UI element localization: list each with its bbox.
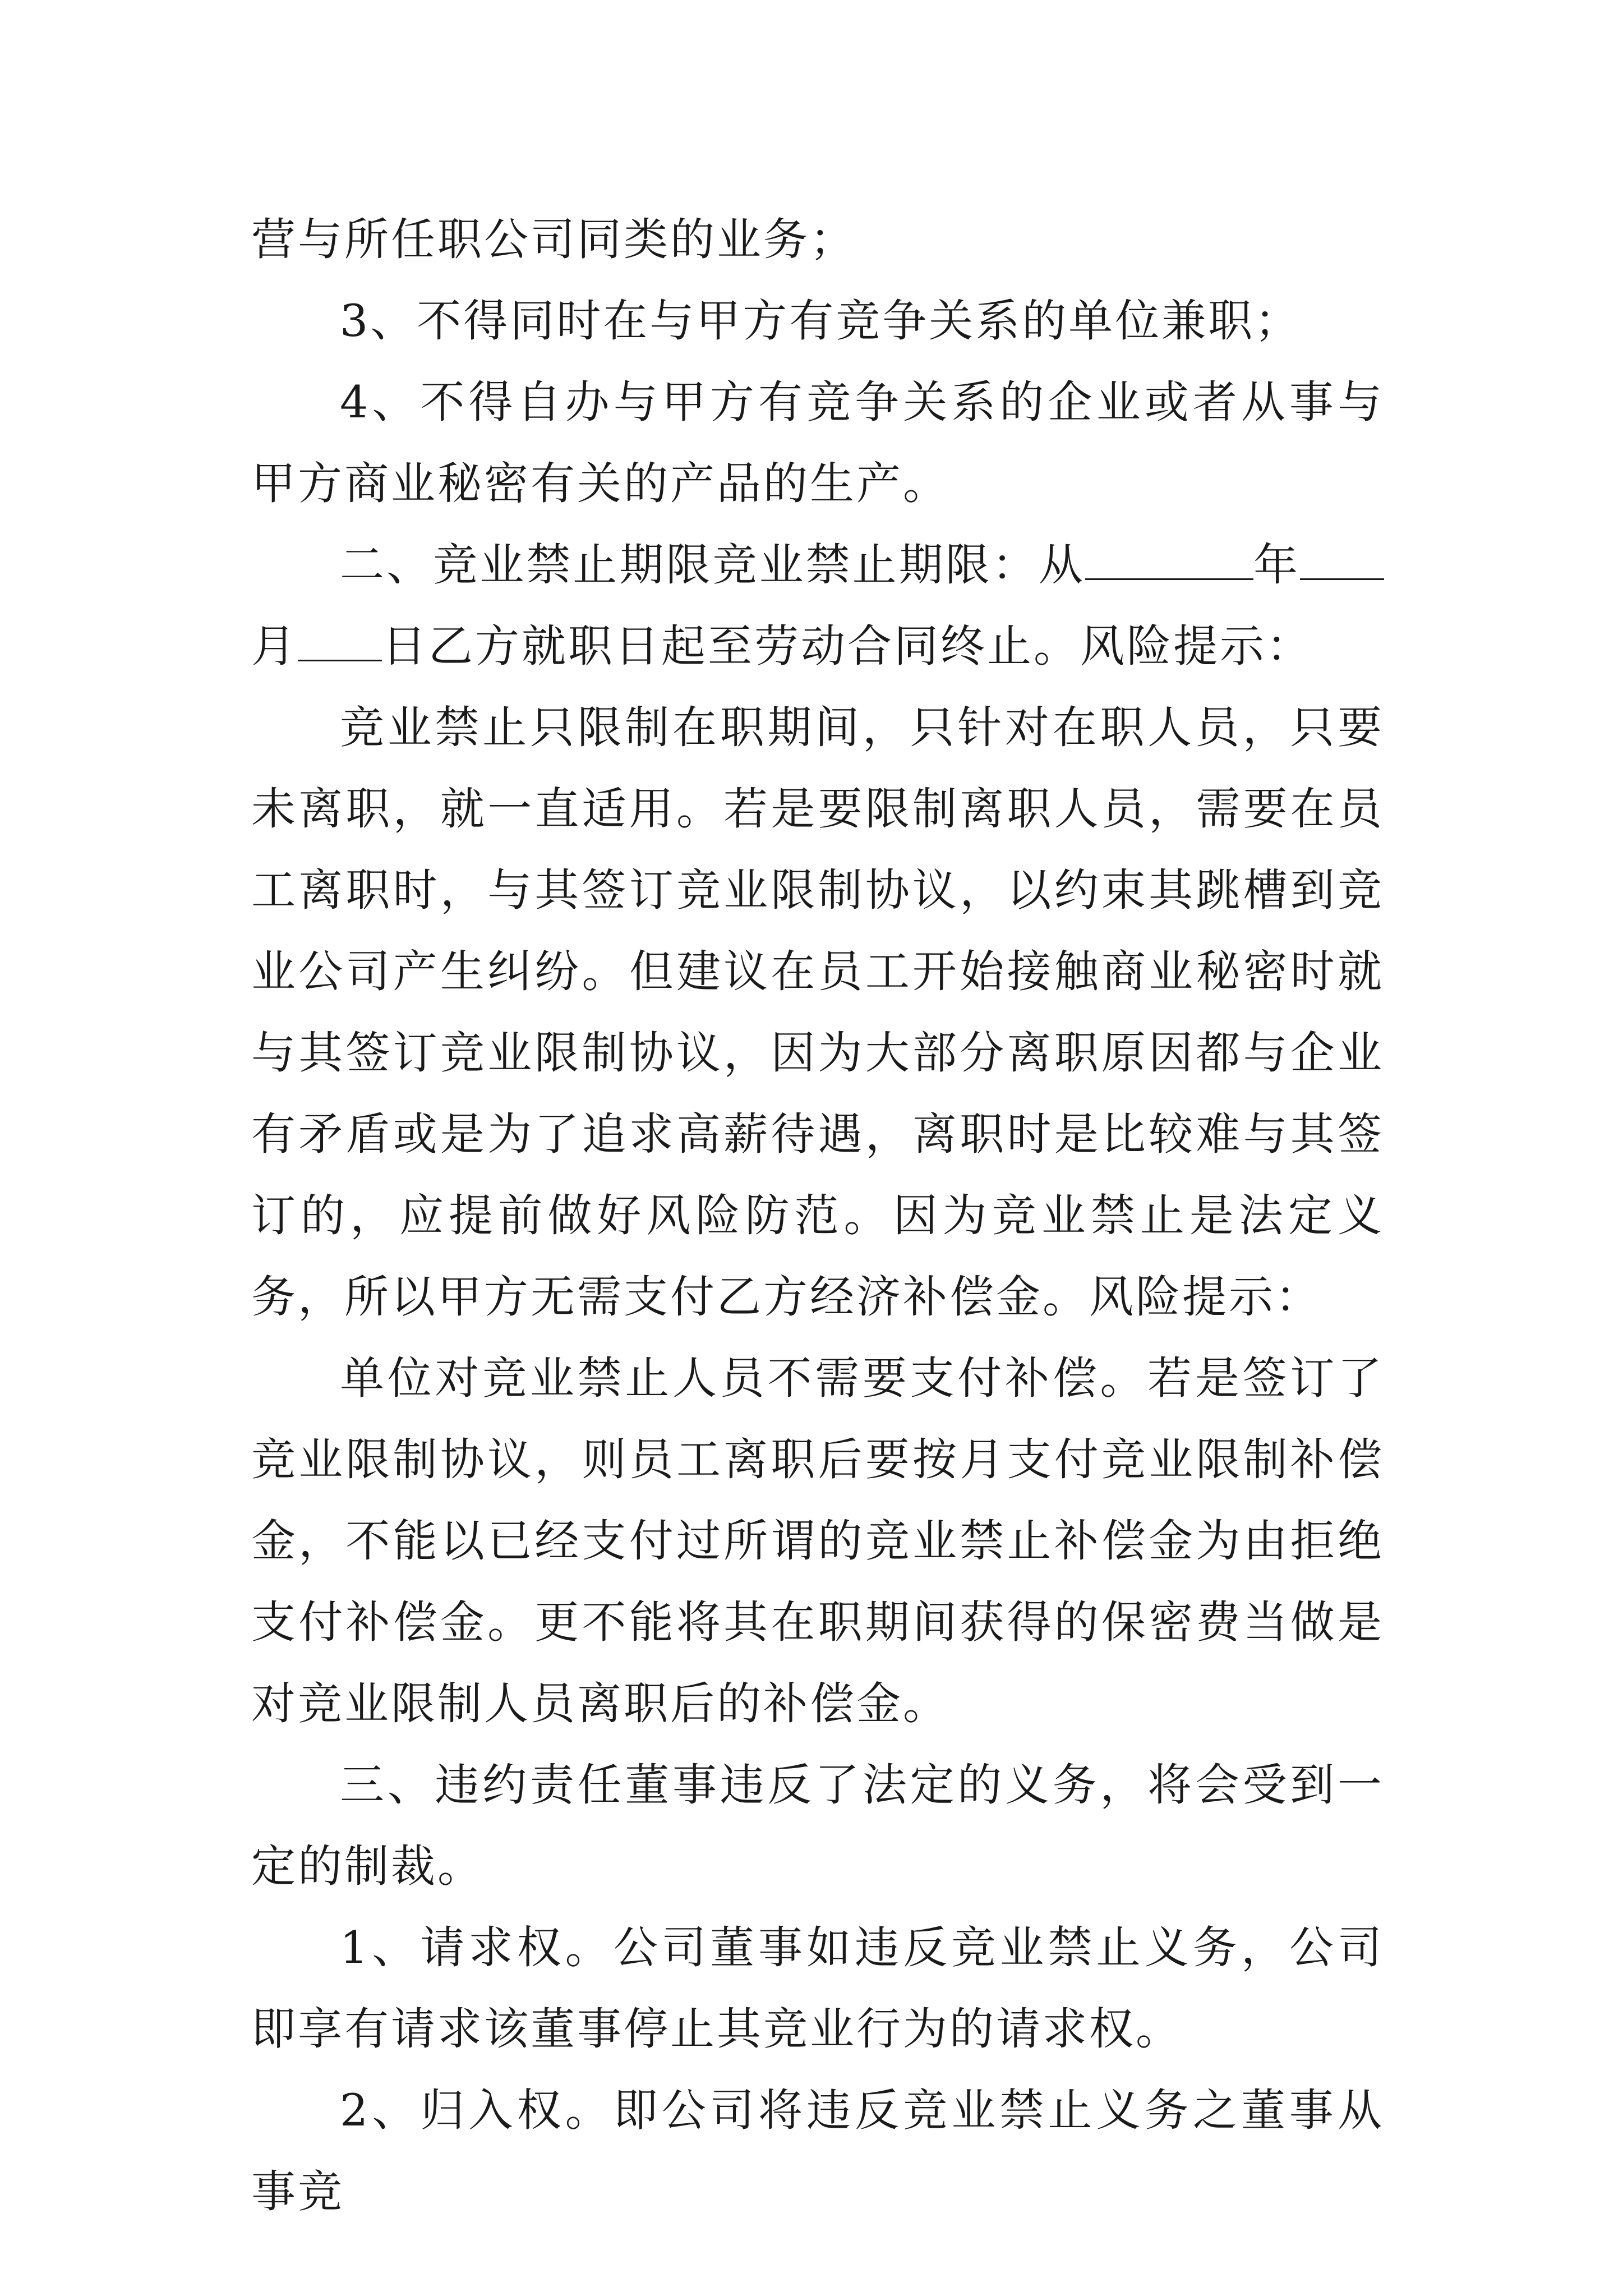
document-body (251, 199, 1384, 2233)
month-label: 月 (251, 620, 298, 672)
paragraph: 2、归入权。即公司将违反竞业禁止义务之董事从事竞 (251, 2085, 1384, 2217)
month-blank (1300, 539, 1384, 580)
paragraph: 单位对竞业禁止人员不需要支付补偿。若是签订了竞业限制协议，则员工离职后要按月支付竞业限制补偿金，不能以已经支付过所谓的竞业禁止补偿金为由拒绝支付补偿金。更不能将其在职期间获得的保密费当做是对竞业限制人员离职后的补偿金。 (251, 1352, 1384, 1729)
paragraph: 三、违约责任董事违反了法定的义务，将会受到一定的制裁。 (251, 1759, 1384, 1892)
paragraph: 4、不得自办与甲方有竞争关系的企业或者从事与甲方商业秘密有关的产品的生产。 (251, 376, 1384, 509)
term-text-end: 日乙方就职日起至劳动合同终止。风险提示： (382, 620, 1313, 672)
year-label: 年 (1253, 539, 1301, 591)
paragraph: 营与所任职公司同类的业务； (251, 214, 856, 265)
term-text-start: 二、竞业禁止期限竞业禁止期限：从 (340, 539, 1085, 591)
year-blank (1085, 539, 1253, 580)
paragraph: 竞业禁止只限制在职期间，只针对在职人员，只要未离职，就一直适用。若是要限制离职人员，需要在员工离职时，与其签订竞业限制协议，以约束其跳槽到竞业公司产生纠纷。但建议在员工开始接触商业秘密时就与其签订竞业限制协议，因为大部分离职原因都与企业有矛盾或是为了追求高薪待遇，离职时是比较难与其签订的，应提前做好风险防范。因为竞业禁止是法定义务，所以甲方无需支付乙方经济补偿金。风险提示： (251, 702, 1384, 1323)
paragraph: 1、请求权。公司董事如违反竞业禁止义务，公司即享有请求该董事停止其竞业行为的请求权。 (251, 1922, 1384, 2055)
day-blank (298, 620, 382, 661)
paragraph: 3、不得同时在与甲方有竞争关系的单位兼职； (340, 295, 1302, 347)
paragraph-term (251, 524, 1384, 687)
